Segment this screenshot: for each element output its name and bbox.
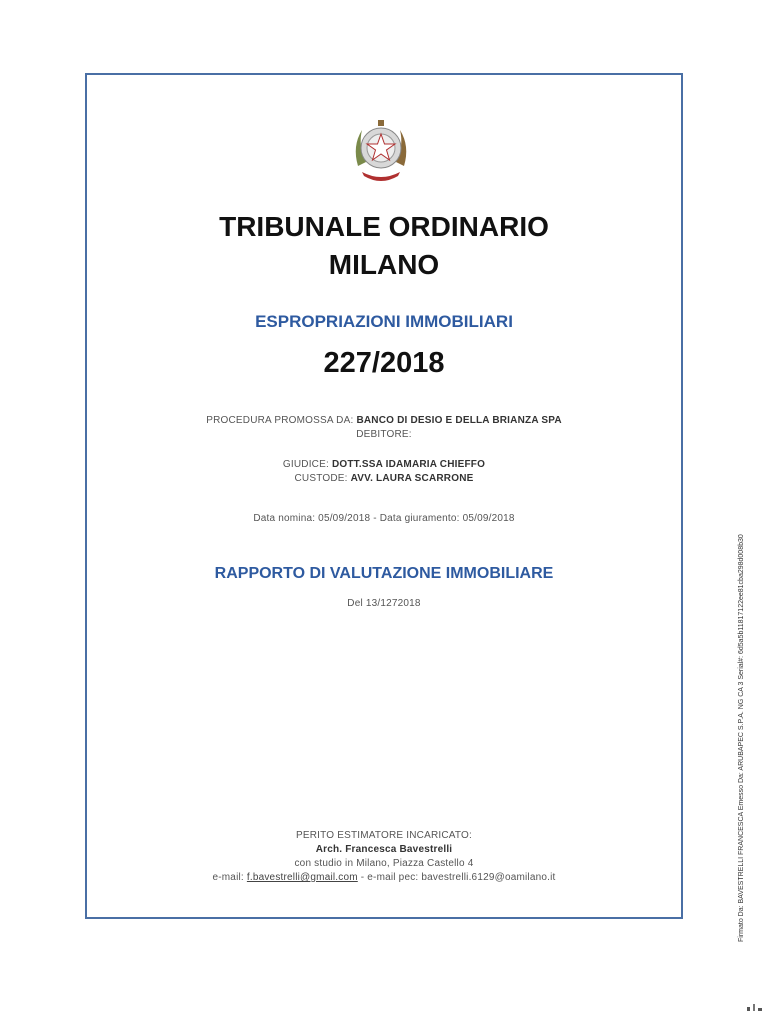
custodian-value: AVV. LAURA SCARRONE: [350, 473, 474, 484]
court-title: [85, 208, 683, 284]
judge-block: [85, 458, 683, 486]
court-title-line1: TRIBUNALE ORDINARIO: [219, 211, 549, 242]
expert-studio: con studio in Milano, Piazza Castello 4: [294, 858, 474, 869]
expert-label: PERITO ESTIMATORE INCARICATO:: [295, 830, 472, 841]
page-border: [85, 73, 683, 919]
expert-contacts: [85, 871, 683, 885]
email-label: e-mail:: [212, 872, 244, 883]
scan-mark-icon: [745, 1002, 765, 1012]
email-link[interactable]: f.bavestrelli@gmail.com: [246, 872, 358, 883]
dates-line: Data nomina: 05/09/2018 - Data giuramento: 05/09/2018: [253, 513, 515, 524]
pec-text: - e-mail pec: bavestrelli.6129@oamilano.it: [360, 872, 556, 883]
section-title: ESPROPRIAZIONI IMMOBILIARI: [255, 312, 513, 331]
judge-line: [85, 458, 683, 472]
court-title-line2: MILANO: [328, 249, 440, 280]
report-title: RAPPORTO DI VALUTAZIONE IMMOBILIARE: [214, 565, 554, 582]
custodian-label: CUSTODE:: [294, 473, 348, 484]
judge-value: DOTT.SSA IDAMARIA CHIEFFO: [331, 459, 486, 470]
republic-emblem-icon: [348, 116, 414, 188]
judge-label: GIUDICE:: [282, 459, 329, 470]
custodian-line: [85, 472, 683, 486]
procedure-block: [85, 414, 683, 442]
promoter-value: BANCO DI DESIO E DELLA BRIANZA SPA: [356, 415, 562, 426]
expert-block: [85, 829, 683, 885]
case-number: 227/2018: [323, 347, 445, 379]
debtor-label: DEBITORE:: [356, 429, 412, 440]
expert-name: Arch. Francesca Bavestrelli: [315, 844, 453, 855]
signature-stamp: Firmato Da: BAVESTRELLI FRANCESCA Emesso Da: ARUBAPEC S.P.A. NG CA 3 Serial#: 6d5a5b11817122ee81cba298d008b30: [738, 534, 745, 942]
promoter-label: PROCEDURA PROMOSSA DA:: [206, 415, 354, 426]
report-date: Del 13/1272018: [347, 598, 421, 609]
promoter-line: [85, 414, 683, 428]
